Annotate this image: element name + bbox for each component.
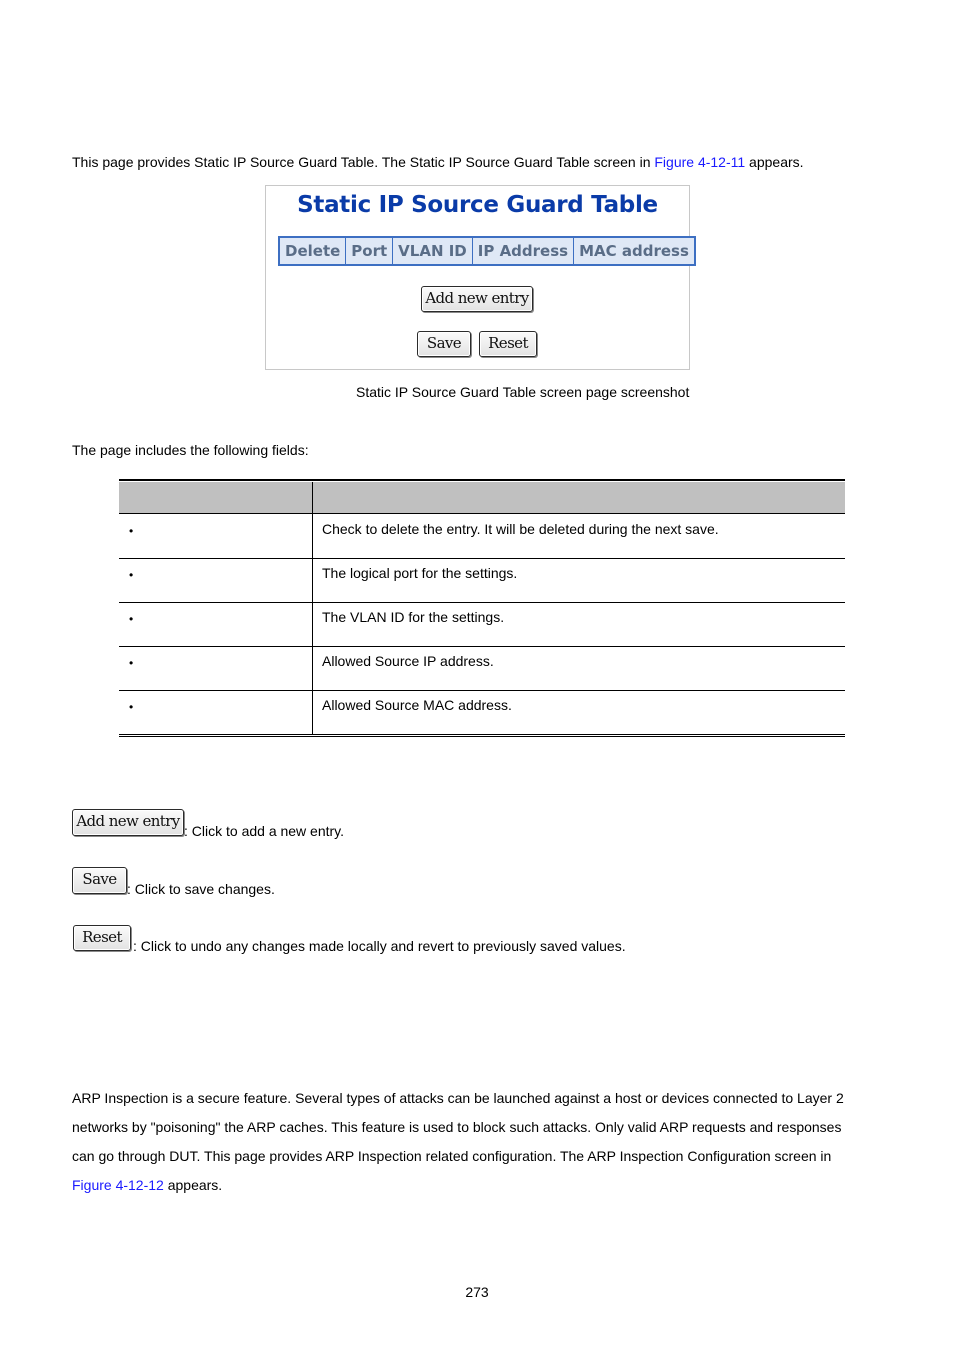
arp-paragraph-line-2: networks by "poisoning" the ARP caches. This feature is used to block such attacks. Only valid ARP requests and responses <box>72 1119 842 1135</box>
table-row <box>119 514 845 559</box>
screenshot-table <box>278 236 696 266</box>
table-top-rule <box>119 479 845 481</box>
table-row <box>119 602 845 647</box>
row-divider <box>312 646 313 690</box>
reset-button[interactable]: Reset <box>479 331 537 357</box>
arp-paragraph-line-3: can go through DUT. This page provides ARP Inspection related configuration. The ARP Inspection Configuration screen in <box>72 1148 832 1164</box>
row-description: Allowed Source MAC address. <box>322 697 512 713</box>
add-button-description: : Click to add a new entry. <box>184 823 345 839</box>
fields-intro: The page includes the following fields: <box>72 442 309 458</box>
save-button-description: : Click to save changes. <box>127 881 275 897</box>
bullet: • <box>129 612 134 626</box>
bullet: • <box>129 524 134 538</box>
col-vlan-id: VLAN ID <box>393 237 473 265</box>
reset-button-sample[interactable]: Reset <box>73 925 131 951</box>
header-divider <box>312 482 313 513</box>
screenshot-figure <box>265 185 690 370</box>
figure-caption: Static IP Source Guard Table screen page screenshot <box>356 384 690 400</box>
screenshot-title: Static IP Source Guard Table <box>297 192 658 218</box>
row-divider <box>312 514 313 558</box>
bullet: • <box>129 568 134 582</box>
col-ip-address: IP Address <box>472 237 573 265</box>
row-description: The VLAN ID for the settings. <box>322 609 505 625</box>
intro-text-end: appears. <box>745 154 804 170</box>
table-row <box>119 646 845 691</box>
intro-paragraph <box>72 153 804 171</box>
add-new-entry-button[interactable]: Add new entry <box>421 286 533 312</box>
row-divider <box>312 558 313 602</box>
col-delete: Delete <box>279 237 346 265</box>
figure-link[interactable]: Figure 4-12-11 <box>654 154 746 170</box>
col-port: Port <box>346 237 393 265</box>
figure-link[interactable]: Figure 4-12-12 <box>72 1177 164 1193</box>
arp-text-end: appears. <box>163 1177 223 1193</box>
bullet: • <box>129 700 134 714</box>
row-description: The logical port for the settings. <box>322 565 518 581</box>
page-number: 273 <box>465 1284 489 1300</box>
table-header <box>119 482 845 514</box>
arp-paragraph-line-4 <box>72 1176 222 1194</box>
save-button[interactable]: Save <box>417 331 471 357</box>
table-row <box>119 690 845 735</box>
bullet: • <box>129 656 134 670</box>
table-bottom-rule <box>119 736 845 737</box>
save-button-sample[interactable]: Save <box>72 867 127 894</box>
intro-text: This page provides Static IP Source Guard Table. The Static IP Source Guard Table screen in <box>72 154 655 170</box>
row-description: Allowed Source IP address. <box>322 653 494 669</box>
row-divider <box>312 690 313 734</box>
screenshot-table-header <box>279 237 695 265</box>
reset-button-description: : Click to undo any changes made locally and revert to previously saved values. <box>133 938 626 954</box>
add-new-entry-button-sample[interactable]: Add new entry <box>72 809 184 836</box>
arp-paragraph-line-1: ARP Inspection is a secure feature. Several types of attacks can be launched against a host or devices connected to Layer 2 <box>72 1090 844 1106</box>
row-divider <box>312 602 313 646</box>
col-mac-address: MAC address <box>574 237 695 265</box>
row-description: Check to delete the entry. It will be deleted during the next save. <box>322 521 719 537</box>
table-row <box>119 558 845 603</box>
